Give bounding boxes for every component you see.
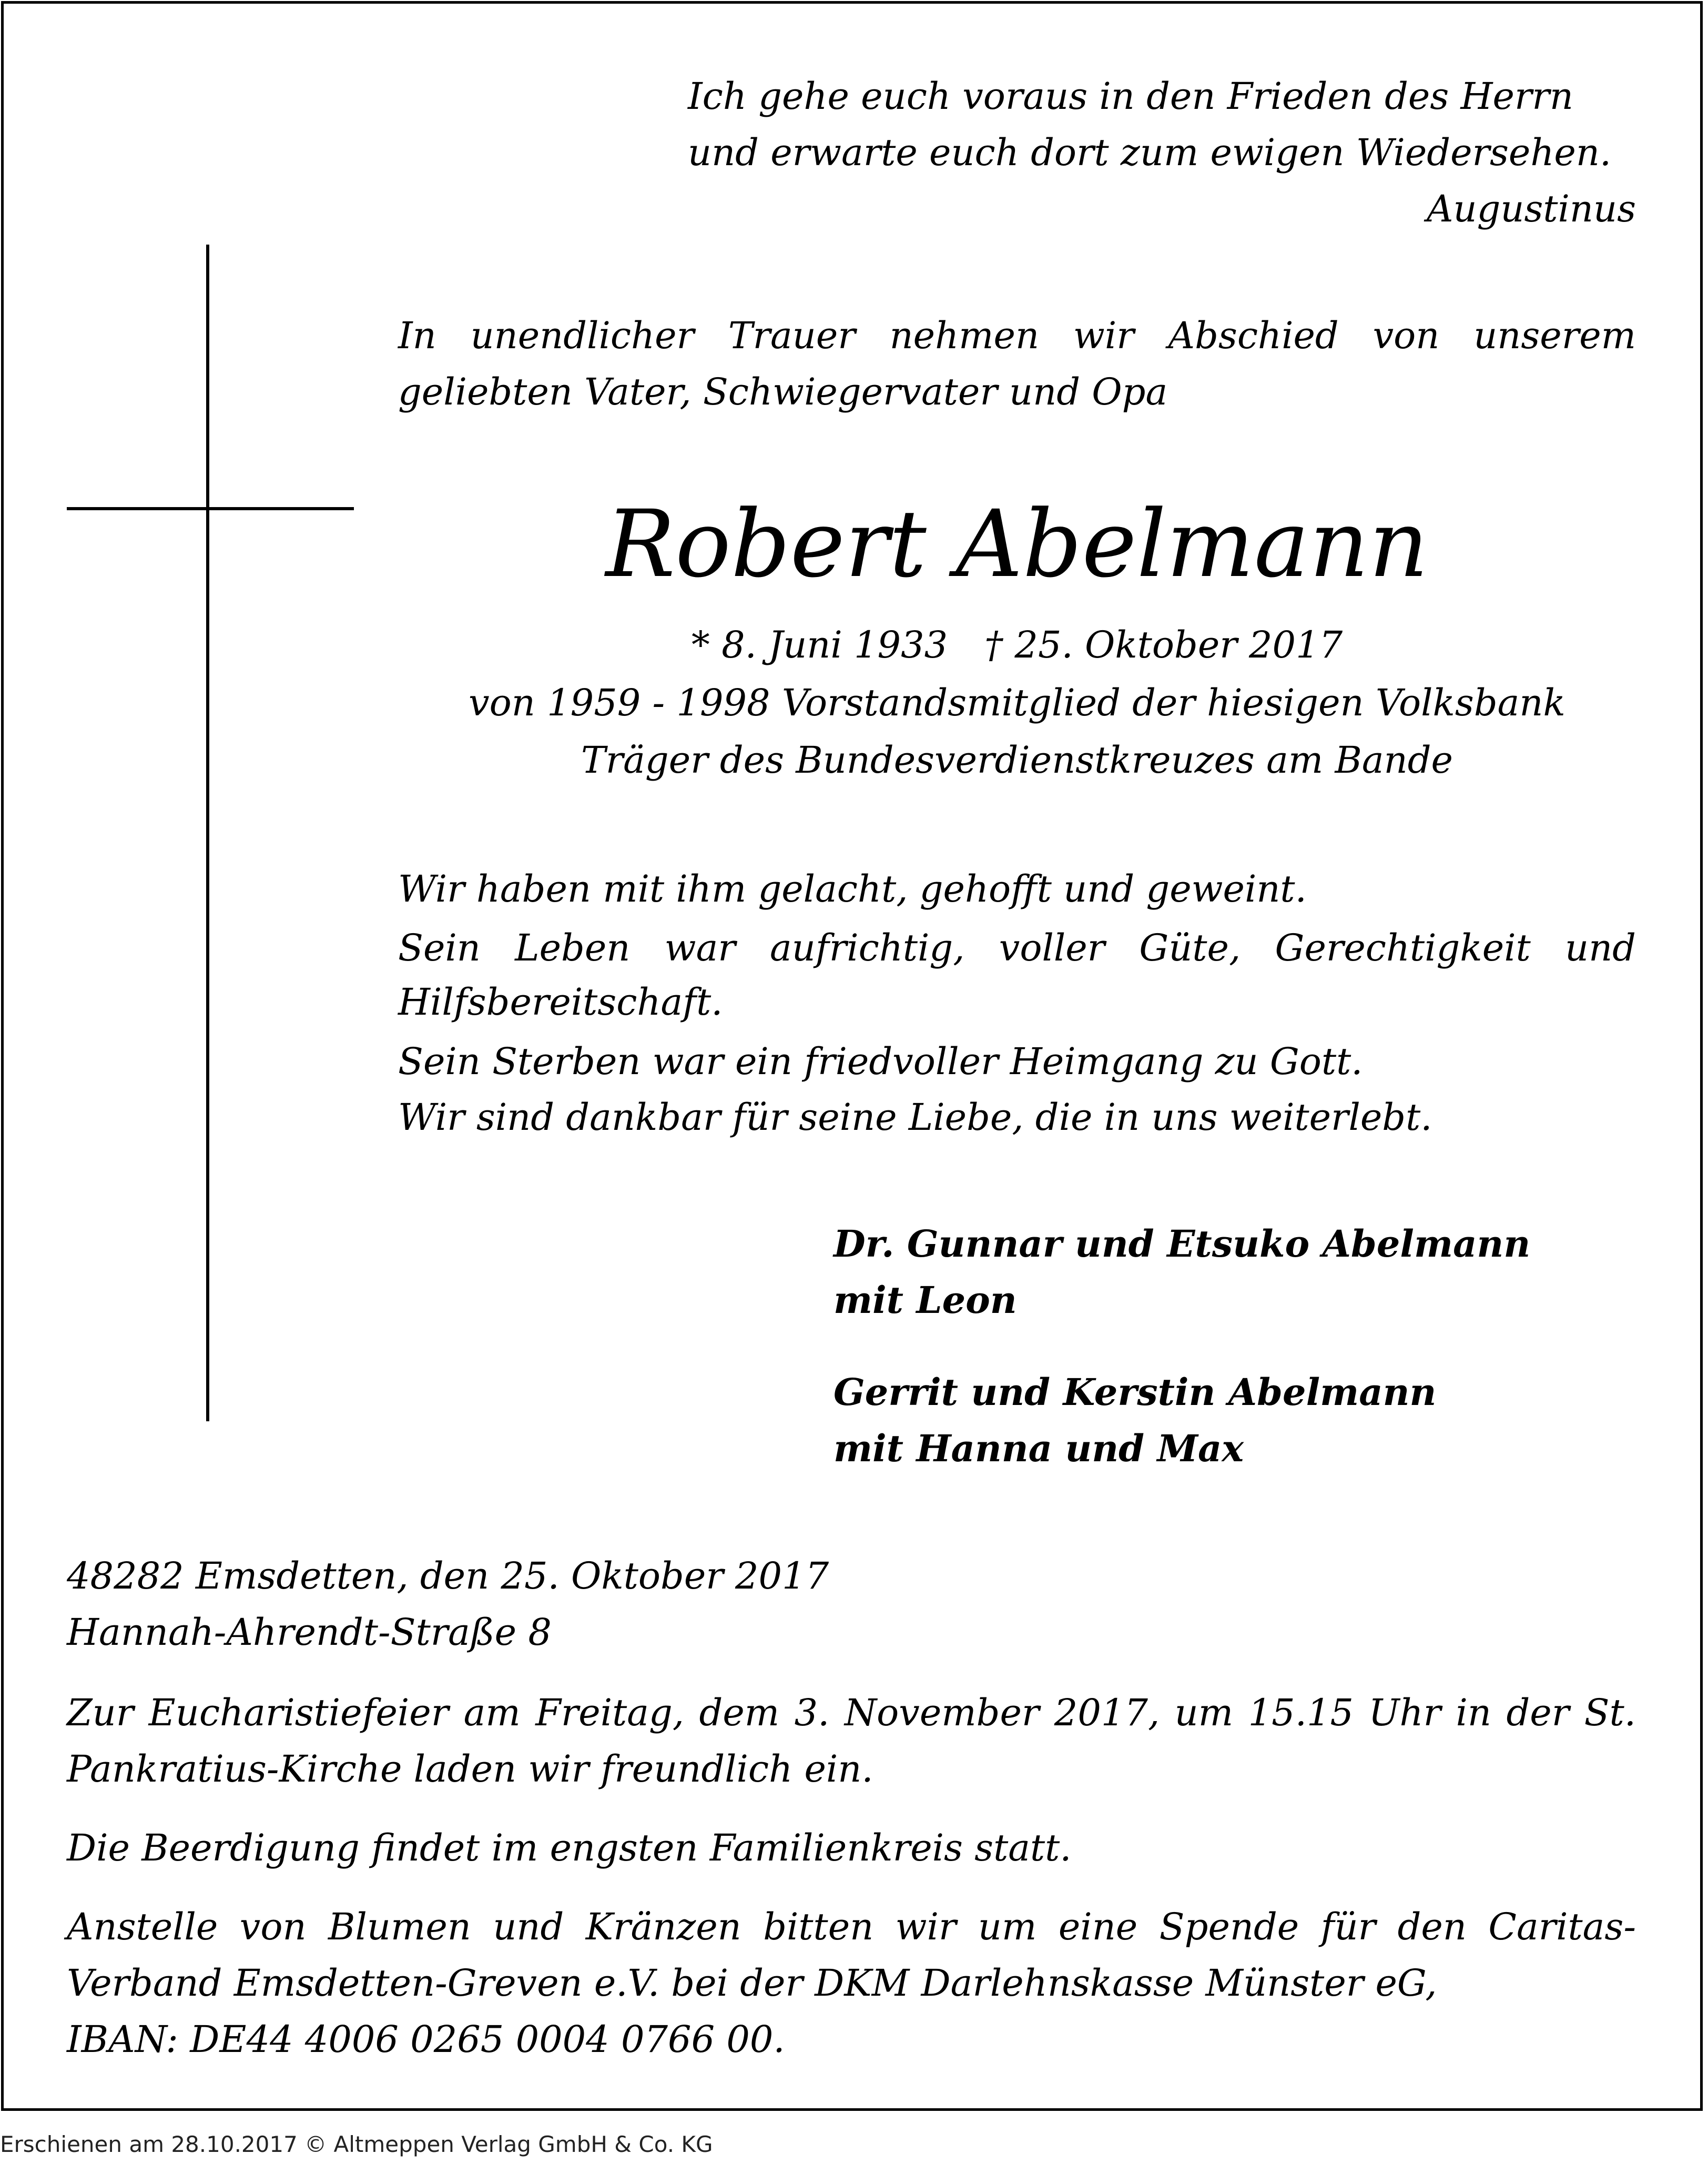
life-dates	[398, 617, 1636, 673]
mass-notice-line-2: Pankratius-Kirche laden wir freundlich ein.	[67, 1747, 873, 1791]
intro-line-2: geliebten Vater, Schwiegervater und Opa	[398, 370, 1168, 413]
deceased-name: Robert Abelmann	[605, 490, 1429, 598]
burial-notice: Die Beerdigung findet im engsten Familienkreis statt.	[67, 1826, 1072, 1869]
mourner-group-2-line-2: mit Hanna und Max	[833, 1427, 1244, 1470]
donation-notice-line-3: IBAN: DE44 4006 0265 0004 0766 00.	[67, 2018, 785, 2061]
mourner-group-2-line-1: Gerrit und Kerstin Abelmann	[833, 1370, 1437, 1414]
mass-notice-line-1: Zur Eucharistiefeier am Freitag, dem 3. November 2017, um 15.15 Uhr in der St.	[67, 1691, 1636, 1734]
donation-notice-line-2: Verband Emsdetten-Greven e.V. bei der DKM Darlehnskasse Münster eG,	[67, 1961, 1437, 2005]
poem-line-1: Wir haben mit ihm gelacht, gehofft und geweint.	[398, 867, 1307, 911]
poem-line-3: Hilfsbereitschaft.	[398, 980, 723, 1024]
donation-notice-line-1: Anstelle von Blumen und Kränzen bitten wir um eine Spende für den Caritas-	[67, 1905, 1636, 1948]
birth-date: * 8. Juni 1933	[691, 623, 948, 666]
poem-line-4: Sein Sterben war ein friedvoller Heimgang zu Gott.	[398, 1040, 1363, 1083]
address-line-1: 48282 Emsdetten, den 25. Oktober 2017	[67, 1554, 829, 1597]
address-line-2: Hannah-Ahrendt-Straße 8	[67, 1611, 552, 1654]
death-date: † 25. Oktober 2017	[984, 623, 1343, 666]
mourner-group-1-line-1: Dr. Gunnar und Etsuko Abelmann	[833, 1222, 1531, 1266]
cross-vertical-bar	[206, 245, 209, 1421]
intro-line-1: In unendlicher Trauer nehmen wir Abschied von unserem	[398, 314, 1636, 357]
publication-footer: Erschienen am 28.10.2017 © Altmeppen Verlag GmbH & Co. KG	[0, 2131, 713, 2157]
poem-line-5: Wir sind dankbar für seine Liebe, die in uns weiterlebt.	[398, 1096, 1432, 1139]
deceased-detail-2: Träger des Bundesverdienstkreuzes am Bande	[581, 739, 1453, 782]
cross-horizontal-bar	[67, 507, 354, 510]
mourner-group-1-line-2: mit Leon	[833, 1278, 1017, 1322]
poem-line-2: Sein Leben war aufrichtig, voller Güte, Gerechtigkeit und	[398, 926, 1636, 969]
deceased-detail-1: von 1959 - 1998 Vorstandsmitglied der hiesigen Volksbank	[469, 681, 1565, 724]
motto-author: Augustinus	[1426, 187, 1636, 230]
motto-line-2: und erwarte euch dort zum ewigen Wiedersehen.	[688, 131, 1612, 174]
motto-line-1: Ich gehe euch voraus in den Frieden des Herrn	[688, 75, 1573, 118]
